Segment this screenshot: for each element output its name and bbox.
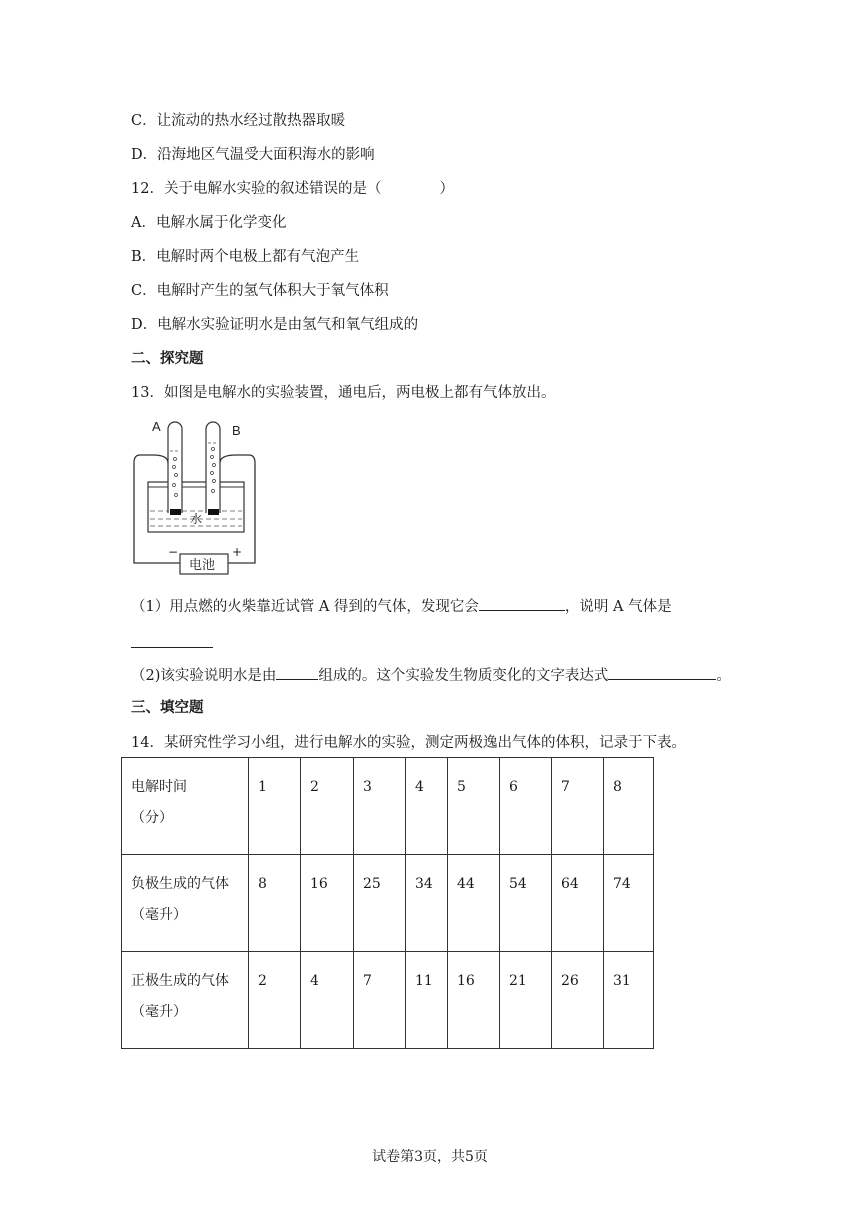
table-row-time — [122, 758, 654, 855]
page-footer: 试卷第3页，共5页 — [372, 1149, 488, 1165]
q12-stem: 12．关于电解水实验的叙述错误的是（ ） — [131, 181, 454, 197]
q13-part1-text-b: ，说明 A 气体是 — [564, 599, 672, 615]
q13-part1-text-a: （1）用点燃的火柴靠近试管 A 得到的气体，发现它会 — [131, 599, 479, 615]
table-cell: 11 — [406, 952, 448, 1049]
electrode-b — [208, 509, 219, 515]
table-cell: 34 — [406, 855, 448, 952]
q13-part2-text-c: 。 — [716, 668, 731, 684]
table-cell: 16 — [301, 855, 354, 952]
q12-option-b: B．电解时两个电极上都有气泡产生 — [131, 249, 360, 265]
q13-part1-line2 — [131, 633, 213, 654]
table-row-negative — [122, 855, 654, 952]
section-title-fill-in: 三、填空题 — [131, 699, 204, 716]
battery-label: 电池 — [189, 558, 216, 573]
table-cell: 25 — [354, 855, 406, 952]
table-cell: 21 — [500, 952, 552, 1049]
table-cell: 1 — [249, 758, 301, 855]
q13-part1-blank-2[interactable] — [131, 633, 213, 648]
test-tube-a — [168, 422, 182, 513]
plus-sign: + — [232, 545, 243, 559]
electrolysis-apparatus-figure — [128, 415, 268, 580]
table-cell: 64 — [552, 855, 604, 952]
table-cell: 5 — [448, 758, 500, 855]
q13-part1-blank-1[interactable] — [479, 596, 565, 611]
q13-stem: 13．如图是电解水的实验装置，通电后，两电极上都有气体放出。 — [131, 385, 556, 401]
table-cell: 7 — [552, 758, 604, 855]
electrode-a — [170, 509, 181, 515]
water-label: 水 — [190, 512, 203, 526]
table-cell: 26 — [552, 952, 604, 1049]
table-cell: 4 — [406, 758, 448, 855]
table-cell: 3 — [354, 758, 406, 855]
table-row-header: 负极生成的气体 （毫升） — [122, 855, 249, 952]
label-a: A — [152, 419, 161, 434]
q12-option-c: C．电解时产生的氢气体积大于氧气体积 — [131, 283, 389, 299]
q12-option-d: D．电解水实验证明水是由氢气和氧气组成的 — [131, 317, 419, 333]
q13-part2-blank-2[interactable] — [608, 665, 716, 680]
table-cell: 8 — [249, 855, 301, 952]
q13-part2-text-a: （2)该实验说明水是由 — [131, 668, 277, 684]
table-cell: 4 — [301, 952, 354, 1049]
table-cell: 2 — [249, 952, 301, 1049]
table-row-header: 正极生成的气体 （毫升） — [122, 952, 249, 1049]
q13-part2-blank-1[interactable] — [276, 665, 318, 680]
section-title-explore: 二、探究题 — [131, 350, 204, 367]
electrolysis-data-table — [121, 757, 654, 1049]
q14-stem: 14．某研究性学习小组，进行电解水的实验，测定两极逸出气体的体积，记录于下表。 — [131, 735, 686, 751]
table-cell: 7 — [354, 952, 406, 1049]
label-b: B — [232, 423, 241, 438]
table-cell: 16 — [448, 952, 500, 1049]
table-cell: 74 — [604, 855, 654, 952]
table-cell: 6 — [500, 758, 552, 855]
q13-part2-text-b: 组成的。这个实验发生物质变化的文字表达式 — [318, 668, 609, 684]
q13-part1 — [131, 596, 672, 617]
minus-sign: − — [168, 545, 179, 559]
table-cell: 54 — [500, 855, 552, 952]
test-tube-b — [206, 422, 220, 513]
table-cell: 8 — [604, 758, 654, 855]
q13-part2 — [131, 665, 731, 686]
table-row-header: 电解时间 （分） — [122, 758, 249, 855]
table-cell: 31 — [604, 952, 654, 1049]
q11-option-c: C．让流动的热水经过散热器取暖 — [131, 113, 346, 129]
table-cell: 2 — [301, 758, 354, 855]
table-row-positive — [122, 952, 654, 1049]
table-cell: 44 — [448, 855, 500, 952]
q11-option-d: D．沿海地区气温受大面积海水的影响 — [131, 147, 375, 163]
q12-option-a: A．电解水属于化学变化 — [131, 215, 287, 231]
